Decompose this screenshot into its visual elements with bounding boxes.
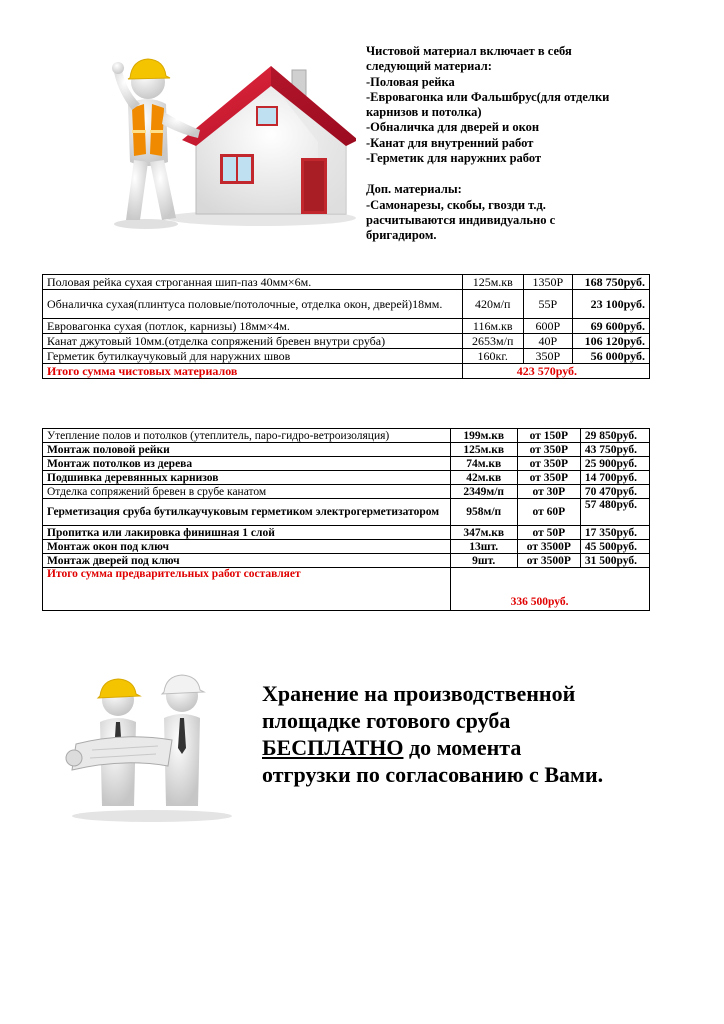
table-row (43, 443, 650, 457)
work-sum: 25 900руб. (580, 457, 649, 471)
extra-line: Доп. материалы: (366, 182, 462, 197)
free-emphasis: БЕСПЛАТНО (262, 735, 404, 760)
work-qty: 13шт. (450, 540, 517, 554)
extra-line: -Самонарезы, скобы, гвозди т.д. (366, 197, 546, 212)
total-row (43, 364, 650, 379)
work-sum: 29 850руб. (580, 429, 649, 443)
intro-line: -Обналичка для дверей и окон (366, 120, 540, 135)
item-sum: 168 750руб. (572, 275, 649, 290)
work-sum: 43 750руб. (580, 443, 649, 457)
total-label: Итого сумма предварительных работ составляет (43, 568, 451, 611)
table-row (43, 471, 650, 485)
item-name: Половая рейка сухая строганная шип-паз 40мм×6м. (43, 275, 463, 290)
work-qty: 74м.кв (450, 457, 517, 471)
work-qty: 2349м/п (450, 485, 517, 499)
work-price: от 60Р (517, 499, 580, 526)
table-row (43, 554, 650, 568)
table-row (43, 540, 650, 554)
work-name: Пропитка или лакировка финишная 1 слой (43, 526, 451, 540)
table-row (43, 349, 650, 364)
table-row (43, 526, 650, 540)
table-row (43, 319, 650, 334)
work-qty: 347м.кв (450, 526, 517, 540)
work-qty: 42м.кв (450, 471, 517, 485)
work-price: от 350Р (517, 443, 580, 457)
table-row (43, 429, 650, 443)
item-sum: 23 100руб. (572, 290, 649, 319)
total-value: 423 570руб. (462, 364, 649, 379)
intro-line: -Канат для внутренний работ (366, 135, 534, 150)
builder-house-illustration (96, 42, 356, 242)
work-price: от 150Р (517, 429, 580, 443)
item-name: Евровагонка сухая (потлок, карнизы) 18мм×4м. (43, 319, 463, 334)
table-row (43, 290, 650, 319)
storage-line (262, 734, 702, 761)
item-name: Канат джутовый 10мм.(отделка сопряжений бревен внутри сруба) (43, 334, 463, 349)
item-sum: 69 600руб. (572, 319, 649, 334)
work-price: от 50Р (517, 526, 580, 540)
table-row (43, 457, 650, 471)
item-qty: 2653м/п (462, 334, 523, 349)
item-name: Обналичка сухая(плинтуса половые/потолочные, отделка окон, дверей)18мм. (43, 290, 463, 319)
item-qty: 116м.кв (462, 319, 523, 334)
free-storage-text (262, 680, 702, 788)
intro-line: Чистовой материал включает в себя (366, 44, 572, 58)
work-qty: 199м.кв (450, 429, 517, 443)
table-row (43, 485, 650, 499)
intro-text (366, 44, 706, 244)
item-qty: 125м.кв (462, 275, 523, 290)
item-price: 350Р (523, 349, 572, 364)
work-price: от 350Р (517, 457, 580, 471)
intro-line: -Герметик для наружних работ (366, 151, 542, 166)
work-qty: 9шт. (450, 554, 517, 568)
finishing-materials-table (42, 274, 650, 379)
item-price: 600Р (523, 319, 572, 334)
work-sum: 57 480руб. (580, 499, 649, 526)
item-price: 55Р (523, 290, 572, 319)
table-row (43, 499, 650, 526)
work-name: Монтаж окон под ключ (43, 540, 451, 554)
storage-line: отгрузки по согласованию с Вами. (262, 762, 604, 787)
intro-line: следующий материал: (366, 59, 492, 74)
work-sum: 17 350руб. (580, 526, 649, 540)
work-sum: 45 500руб. (580, 540, 649, 554)
work-name: Герметизация сруба бутилкаучуковым герметиком электрогерметизатором (43, 499, 451, 526)
work-price: от 30Р (517, 485, 580, 499)
item-sum: 56 000руб. (572, 349, 649, 364)
table-row (43, 334, 650, 349)
work-price: от 350Р (517, 471, 580, 485)
extra-line: бригадиром. (366, 228, 437, 243)
work-price: от 3500Р (517, 554, 580, 568)
intro-line: -Половая рейка (366, 74, 455, 89)
total-row (43, 568, 650, 611)
item-sum: 106 120руб. (572, 334, 649, 349)
total-label: Итого сумма чистовых материалов (43, 364, 463, 379)
item-name: Герметик бутилкаучуковый для наружних швов (43, 349, 463, 364)
work-name: Монтаж половой рейки (43, 443, 451, 457)
intro-line: карнизов и потолка) (366, 105, 482, 120)
work-name: Монтаж дверей под ключ (43, 554, 451, 568)
work-price: от 3500Р (517, 540, 580, 554)
work-name: Подшивка деревянных карнизов (43, 471, 451, 485)
work-name: Монтаж потолков из дерева (43, 457, 451, 471)
work-sum: 70 470руб. (580, 485, 649, 499)
item-price: 1350Р (523, 275, 572, 290)
item-qty: 160кг. (462, 349, 523, 364)
storage-line-rest: до момента (403, 735, 522, 760)
storage-line: площадке готового сруба (262, 708, 511, 733)
storage-line: Хранение на производственной (262, 681, 576, 706)
work-qty: 958м/п (450, 499, 517, 526)
work-sum: 31 500руб. (580, 554, 649, 568)
intro-line: -Евровагонка или Фальшбрус(для отделки (366, 89, 610, 104)
work-name: Отделка сопряжений бревен в срубе канатом (43, 485, 451, 499)
builders-blueprint-illustration (62, 666, 240, 826)
extra-line: расчитываются индивидуально с (366, 212, 556, 227)
preliminary-works-table (42, 428, 650, 611)
work-name: Утепление полов и потолков (утеплитель, паро-гидро-ветроизоляция) (43, 429, 451, 443)
table-row (43, 275, 650, 290)
total-value: 336 500руб. (450, 568, 649, 611)
item-qty: 420м/п (462, 290, 523, 319)
work-qty: 125м.кв (450, 443, 517, 457)
work-sum: 14 700руб. (580, 471, 649, 485)
item-price: 40Р (523, 334, 572, 349)
